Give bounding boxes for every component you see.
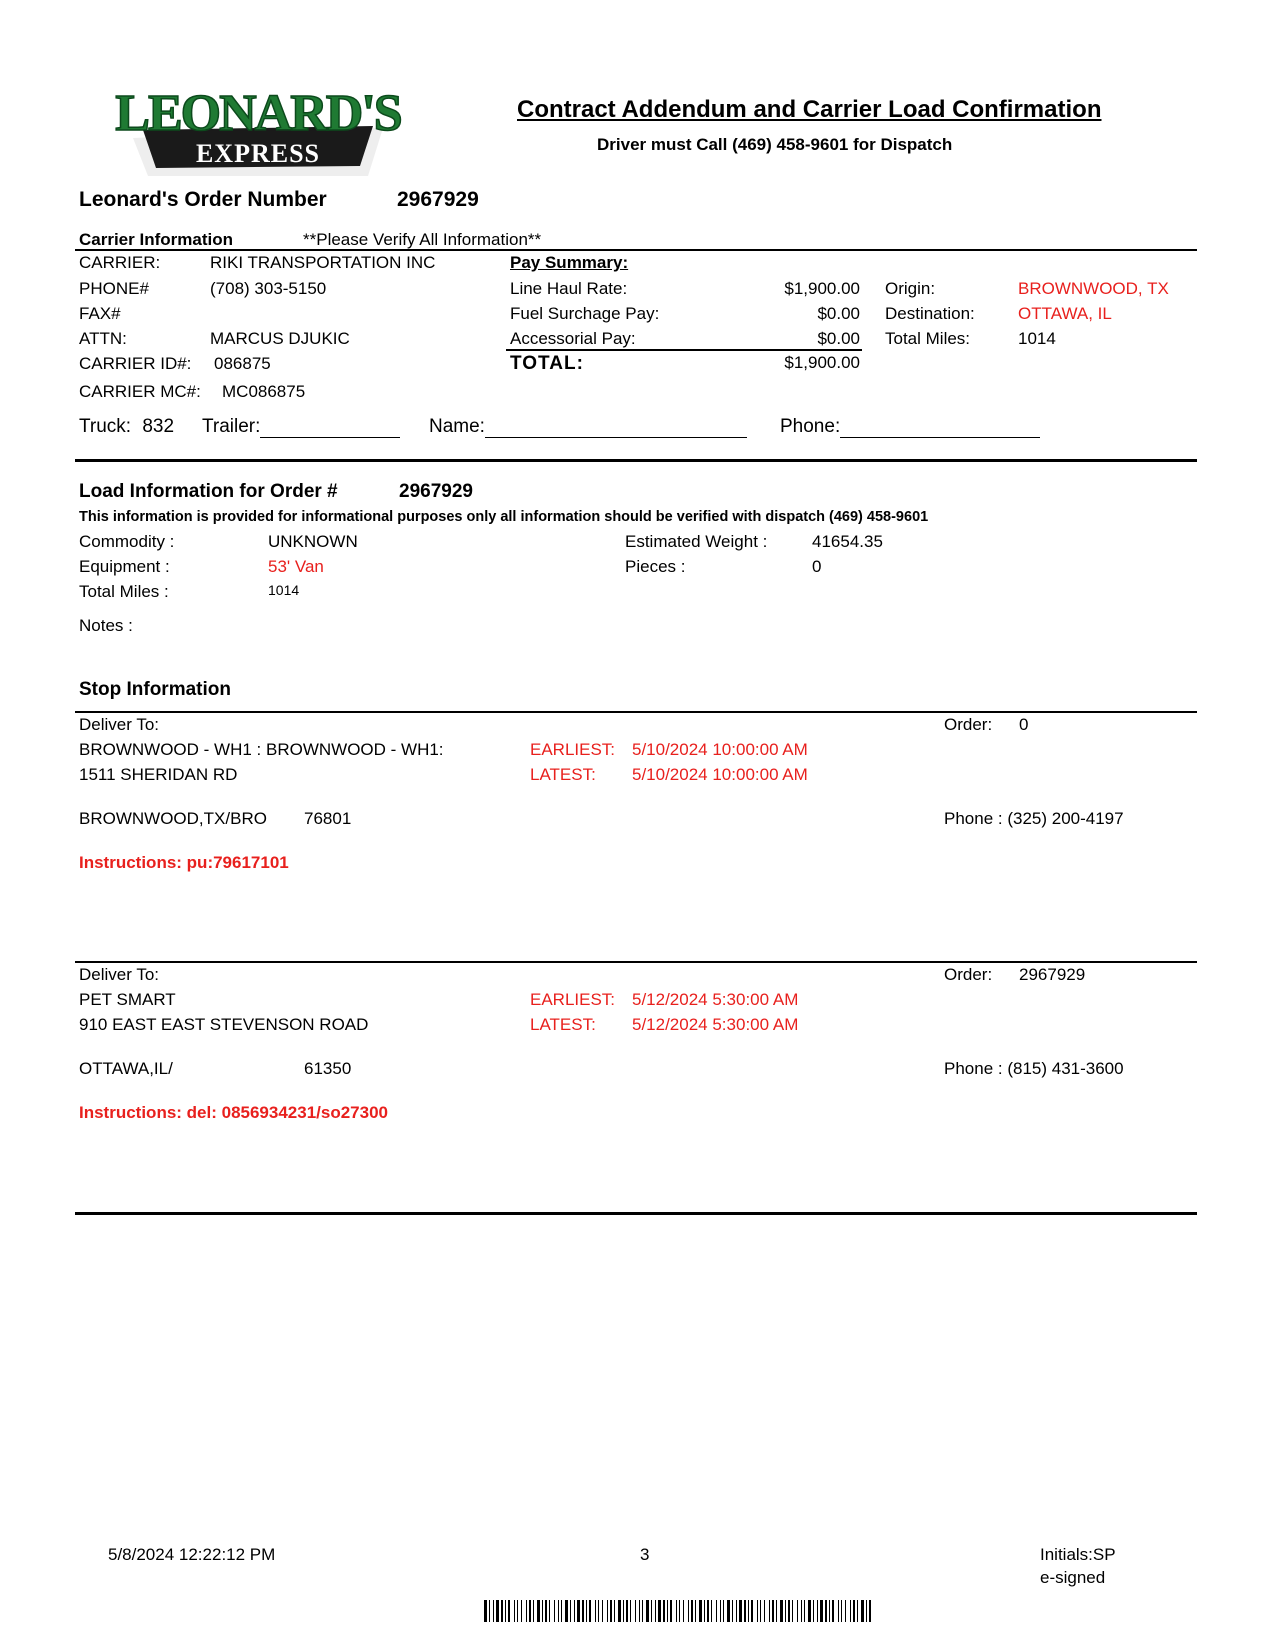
barcode-bar	[501, 1600, 503, 1622]
barcode-bar	[545, 1600, 547, 1622]
footer-timestamp: 5/8/2024 12:22:12 PM	[108, 1545, 276, 1564]
stop-earliest-value: 5/12/2024 5:30:00 AM	[632, 990, 799, 1009]
attn-value: MARCUS DJUKIC	[210, 329, 350, 348]
barcode-bar	[776, 1600, 777, 1622]
fuel-surcharge-value: $0.00	[817, 304, 860, 323]
commodity-value: UNKNOWN	[268, 532, 358, 551]
barcode-bar	[577, 1600, 580, 1622]
fuel-surcharge-label: Fuel Surchage Pay:	[510, 304, 660, 323]
barcode-bar	[683, 1600, 684, 1622]
barcode-bar	[704, 1600, 705, 1622]
barcode-bar	[537, 1600, 540, 1622]
barcode-bar	[739, 1600, 742, 1622]
barcode-bar	[626, 1600, 628, 1622]
load-order-number: 2967929	[399, 481, 473, 502]
barcode-bar	[688, 1600, 689, 1622]
stop-city: BROWNWOOD,TX/BRO	[79, 809, 267, 828]
barcode-bar	[691, 1600, 693, 1622]
stop-latest-value: 5/12/2024 5:30:00 AM	[632, 1015, 799, 1034]
stop-earliest-label: EARLIEST:	[530, 990, 616, 1009]
barcode-bar	[866, 1600, 867, 1622]
barcode-bar	[841, 1600, 842, 1622]
barcode-bar	[526, 1600, 527, 1622]
barcode-bar	[602, 1600, 603, 1622]
barcode-bar	[614, 1600, 615, 1622]
barcode-bar	[496, 1600, 499, 1622]
barcode-bar	[558, 1600, 559, 1622]
barcode-bar	[489, 1600, 490, 1622]
attn-label: ATTN:	[79, 329, 127, 348]
stop-name: PET SMART	[79, 990, 176, 1009]
total-label: TOTAL:	[510, 353, 584, 374]
barcode-bar	[582, 1600, 584, 1622]
barcode-bar	[829, 1600, 830, 1622]
barcode-bar	[727, 1600, 730, 1622]
barcode-bar	[595, 1600, 596, 1622]
stop-divider	[75, 961, 1197, 963]
trailer-label: Trailer:	[202, 416, 261, 437]
accessorial-label: Accessorial Pay:	[510, 329, 636, 348]
commodity-label: Commodity :	[79, 532, 175, 551]
end-divider	[75, 1212, 1197, 1215]
barcode-bar	[869, 1600, 871, 1622]
barcode-bar	[845, 1600, 846, 1622]
carrier-label: CARRIER:	[79, 253, 161, 272]
barcode-bar	[630, 1600, 631, 1622]
barcode-bar	[817, 1600, 818, 1622]
driver-phone-field	[780, 416, 1040, 438]
name-label: Name:	[429, 416, 485, 437]
barcode-bar	[716, 1600, 717, 1622]
stop-order-value: 0	[1019, 715, 1029, 734]
name-field	[429, 416, 747, 438]
stop-order-value: 2967929	[1019, 965, 1086, 984]
barcode-bar	[549, 1600, 550, 1622]
barcode-bar	[720, 1600, 721, 1622]
barcode-bar	[598, 1600, 599, 1622]
order-number-label: Leonard's Order Number	[79, 188, 327, 211]
equipment-label: Equipment :	[79, 557, 170, 576]
route-miles-label: Total Miles:	[885, 329, 971, 348]
barcode-bar	[748, 1600, 749, 1622]
origin-value: BROWNWOOD, TX	[1018, 279, 1169, 298]
barcode-bar	[607, 1600, 608, 1622]
stop-zip: 76801	[304, 809, 352, 828]
barcode-bar	[801, 1600, 802, 1622]
pay-total-rule	[506, 349, 862, 351]
stop-earliest-value: 5/10/2024 10:00:00 AM	[632, 740, 808, 759]
barcode-bar	[586, 1600, 587, 1622]
barcode-bar	[670, 1600, 672, 1622]
footer-page-number: 3	[640, 1545, 650, 1564]
pieces-label: Pieces :	[625, 557, 686, 576]
stop-latest-label: LATEST:	[530, 1015, 596, 1034]
trailer-field	[202, 416, 400, 438]
trailer-blank[interactable]	[260, 419, 400, 438]
notes-label: Notes :	[79, 616, 133, 635]
barcode-bar	[838, 1600, 839, 1622]
barcode-bar	[651, 1600, 652, 1622]
barcode-bar	[565, 1600, 568, 1622]
barcode-bar	[658, 1600, 661, 1622]
barcode-bar	[850, 1600, 851, 1622]
stop-address: 1511 SHERIDAN RD	[79, 765, 238, 784]
barcode-bar	[861, 1600, 864, 1622]
truck-value: 832	[142, 416, 175, 437]
stop-phone: Phone : (325) 200-4197	[944, 809, 1124, 828]
barcode-bar	[676, 1600, 677, 1622]
svg-text:EXPRESS: EXPRESS	[195, 139, 321, 168]
equipment-value: 53' Van	[268, 557, 324, 576]
barcode-bar	[554, 1600, 555, 1622]
barcode-bar	[505, 1600, 506, 1622]
driver-phone-label: Phone:	[780, 416, 841, 437]
carrier-id-value: 086875	[214, 354, 271, 373]
barcode-bar	[792, 1600, 793, 1622]
weight-value: 41654.35	[812, 532, 883, 551]
stop-instructions: Instructions: del: 0856934231/so27300	[79, 1103, 388, 1122]
document-title: Contract Addendum and Carrier Load Confirmation	[517, 96, 1102, 123]
phone-value: (708) 303-5150	[210, 279, 327, 298]
stop-deliver-label: Deliver To:	[79, 965, 159, 984]
barcode-bar	[699, 1600, 702, 1622]
barcode-bar	[493, 1600, 494, 1622]
barcode-bar	[797, 1600, 798, 1622]
svg-text:LEONARD'S: LEONARD'S	[115, 85, 401, 142]
barcode-bar	[533, 1600, 534, 1622]
fax-label: FAX#	[79, 304, 121, 323]
weight-label: Estimated Weight :	[625, 532, 768, 551]
carrier-mc-label: CARRIER MC#:	[79, 382, 201, 401]
phone-label: PHONE#	[79, 279, 149, 298]
driver-phone-blank[interactable]	[840, 419, 1040, 438]
destination-label: Destination:	[885, 304, 975, 323]
verify-note: **Please Verify All Information**	[303, 230, 542, 249]
carrier-mc-value: MC086875	[222, 382, 306, 401]
barcode-bar	[542, 1600, 543, 1622]
dispatch-note: Driver must Call (469) 458-9601 for Dispatch	[597, 135, 953, 154]
stop-latest-value: 5/10/2024 10:00:00 AM	[632, 765, 808, 784]
footer-initials: Initials:SP	[1040, 1545, 1116, 1564]
stop-order-label: Order:	[944, 965, 993, 984]
barcode-bar	[832, 1600, 834, 1622]
barcode-bar	[723, 1600, 724, 1622]
barcode-bar	[732, 1600, 733, 1622]
stop-divider	[75, 711, 1197, 713]
barcode-bar	[820, 1600, 823, 1622]
load-info-title: Load Information for Order #	[79, 481, 338, 502]
barcode-bar	[764, 1600, 765, 1622]
barcode-bar	[772, 1600, 774, 1622]
stop-info-title: Stop Information	[79, 679, 231, 700]
name-blank[interactable]	[485, 419, 747, 438]
order-number-value: 2967929	[397, 188, 479, 211]
barcode-bar	[589, 1600, 591, 1622]
barcode-bar	[736, 1600, 737, 1622]
carrier-divider	[75, 249, 1197, 251]
section-divider	[75, 459, 1197, 462]
company-logo	[98, 78, 418, 178]
barcode-bar	[618, 1600, 621, 1622]
stop-name: BROWNWOOD - WH1 : BROWNWOOD - WH1:	[79, 740, 444, 759]
barcode-bar	[517, 1600, 518, 1622]
barcode	[484, 1600, 874, 1622]
barcode-bar	[484, 1600, 487, 1622]
barcode-bar	[751, 1600, 753, 1622]
line-haul-value: $1,900.00	[784, 279, 860, 298]
barcode-bar	[788, 1600, 790, 1622]
line-haul-label: Line Haul Rate:	[510, 279, 628, 298]
barcode-bar	[570, 1600, 571, 1622]
stop-address: 910 EAST EAST STEVENSON ROAD	[79, 1015, 369, 1034]
stop-instructions: Instructions: pu:79617101	[79, 853, 289, 872]
barcode-bar	[760, 1600, 761, 1622]
barcode-bar	[857, 1600, 858, 1622]
barcode-bar	[639, 1600, 640, 1622]
carrier-section-label: Carrier Information	[79, 230, 233, 249]
pieces-value: 0	[812, 557, 822, 576]
barcode-bar	[757, 1600, 758, 1622]
barcode-bar	[769, 1600, 770, 1622]
barcode-bar	[785, 1600, 786, 1622]
barcode-bar	[574, 1600, 575, 1622]
pay-summary-title: Pay Summary:	[510, 253, 629, 272]
barcode-bar	[804, 1600, 805, 1622]
barcode-bar	[707, 1600, 709, 1622]
stop-zip: 61350	[304, 1059, 352, 1078]
route-miles-value: 1014	[1018, 329, 1056, 348]
barcode-bar	[825, 1600, 827, 1622]
barcode-bar	[561, 1600, 562, 1622]
barcode-bar	[808, 1600, 811, 1622]
barcode-bar	[642, 1600, 643, 1622]
stop-city: OTTAWA,IL/	[79, 1059, 173, 1078]
load-miles-value: 1014	[268, 582, 300, 598]
stop-earliest-label: EARLIEST:	[530, 740, 616, 759]
destination-value: OTTAWA, IL	[1018, 304, 1112, 323]
barcode-bar	[529, 1600, 531, 1622]
barcode-bar	[663, 1600, 665, 1622]
truck-field	[79, 416, 174, 438]
barcode-bar	[744, 1600, 746, 1622]
barcode-bar	[514, 1600, 515, 1622]
carrier-value: RIKI TRANSPORTATION INC	[210, 253, 436, 272]
barcode-bar	[679, 1600, 680, 1622]
barcode-bar	[646, 1600, 649, 1622]
total-value: $1,900.00	[784, 353, 860, 372]
stop-latest-label: LATEST:	[530, 765, 596, 784]
barcode-bar	[667, 1600, 668, 1622]
logo-graphic	[98, 78, 418, 178]
barcode-bar	[780, 1600, 783, 1622]
load-miles-label: Total Miles :	[79, 582, 169, 601]
barcode-bar	[695, 1600, 696, 1622]
barcode-bar	[508, 1600, 510, 1622]
barcode-bar	[813, 1600, 814, 1622]
origin-label: Origin:	[885, 279, 936, 298]
barcode-bar	[711, 1600, 712, 1622]
accessorial-value: $0.00	[817, 329, 860, 348]
barcode-bar	[623, 1600, 624, 1622]
carrier-id-label: CARRIER ID#:	[79, 354, 192, 373]
barcode-bar	[853, 1600, 855, 1622]
barcode-bar	[610, 1600, 612, 1622]
load-disclaimer: This information is provided for informational purposes only all information should be verified with dispatch (469) 458-9601	[79, 509, 929, 525]
barcode-bar	[635, 1600, 636, 1622]
stop-order-label: Order:	[944, 715, 993, 734]
barcode-bar	[521, 1600, 522, 1622]
truck-label: Truck:	[79, 416, 132, 437]
stop-deliver-label: Deliver To:	[79, 715, 159, 734]
barcode-bar	[655, 1600, 656, 1622]
stop-phone: Phone : (815) 431-3600	[944, 1059, 1124, 1078]
footer-esigned: e-signed	[1040, 1568, 1106, 1587]
